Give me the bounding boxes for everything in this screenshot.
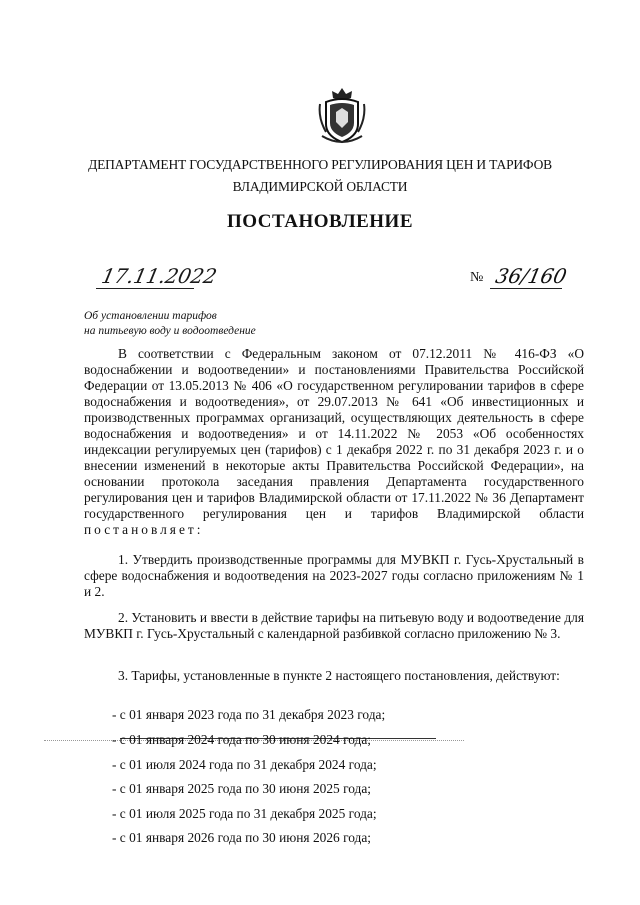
handwritten-date: 17.11.2022 [99,264,220,288]
subject-line2: на питьевую воду и водоотведение [84,325,256,337]
resolves-word: постановляет: [84,522,204,537]
period-item: - с 01 января 2023 года по 31 декабря 2023 года; [112,707,386,722]
item-1-paragraph: 1. Утвердить производственные программы для МУВКП г. Гусь-Хрустальный в сфере водоснабжения и водоотведения на 2023-2027 годы согласно приложениям № 1 и 2. [84,552,584,599]
date-underline [96,288,194,289]
document-title: ПОСТАНОВЛЕНИЕ [226,211,414,232]
period-item: - с 01 июля 2025 года по 31 декабря 2025 года; [112,806,377,821]
number-underline [490,288,562,289]
preamble-paragraph [84,346,584,538]
period-item: - с 01 января 2024 года по 30 июня 2024 года; [112,732,372,747]
preamble-text: В соответствии с Федеральным законом от 07.12.2011 № 416-ФЗ «О водоснабжении и водоотведении» и постановлениями Правительства Российской Федерации от 13.05.2013 № 406 «О государственном регулировании тарифов в сфере водоснабжения и водоотведения», от 29.07.2013 № 641 «Об инвестиционных и производственных программах организаций, осуществляющих деятельность в сфере водоснабжения и водоотведения» и от 14.11.2022 № 2053 «Об особенностях индексации регулируемых цен (тарифов) с 1 декабря 2022 г. по 31 декабря 2023 г. и о внесении изменений в некоторые акты Правительства Российской Федерации», на основании протокола заседания правления Департамента государственного регулирования цен и тарифов Владимирской области от 17.11.2022 № 36 Департамент государственного регулирования цен и тарифов Владимирской области [84,346,584,521]
period-item: - с 01 января 2025 года по 30 июня 2025 года; [112,781,372,796]
item-3-paragraph: 3. Тарифы, установленные в пункте 2 настоящего постановления, действуют: [118,668,560,683]
period-item: - с 01 июля 2024 года по 31 декабря 2024 года; [112,757,377,772]
coat-of-arms-icon [316,86,368,146]
department-name-line2: ВЛАДИМИРСКОЙ ОБЛАСТИ [232,179,408,194]
number-label: № [470,270,484,285]
item-2-paragraph: 2. Установить и ввести в действие тарифы на питьевую воду и водоотведение для МУВКП г. Гусь-Хрустальный с календарной разбивкой согласно приложению № 3. [84,610,584,641]
department-name-line1: ДЕПАРТАМЕНТ ГОСУДАРСТВЕННОГО РЕГУЛИРОВАНИЯ ЦЕН И ТАРИФОВ [88,157,552,172]
period-item: - с 01 января 2026 года по 30 июня 2026 года; [112,830,372,845]
handwritten-number: 36/160 [493,264,569,288]
subject-line1: Об установлении тарифов [84,310,217,322]
